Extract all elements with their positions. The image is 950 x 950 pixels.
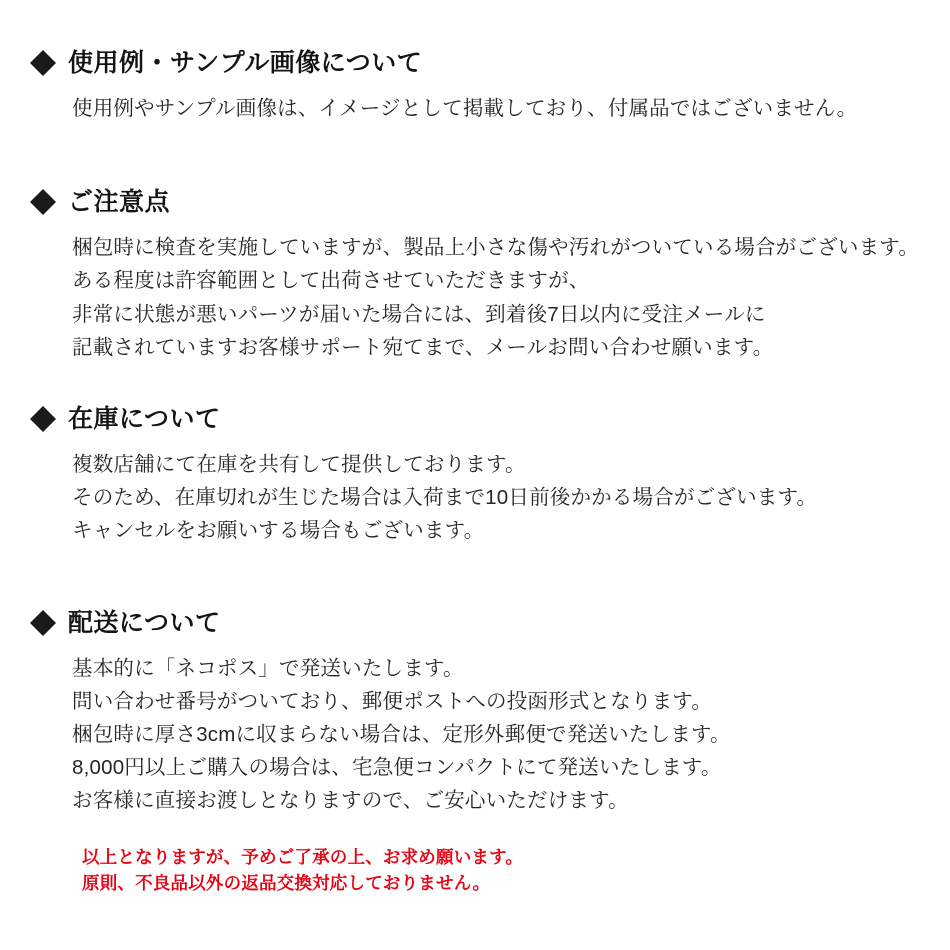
body-line: 基本的に「ネコポス」で発送いたします。 [72,656,464,680]
body-line: 梱包時に検査を実施していますが、製品上小さな傷や汚れがついている場合がございます。 [72,236,920,260]
section-header [30,187,920,217]
section-body [72,92,920,125]
notice-line: 原則、不良品以外の返品交換対応しておりません。 [82,872,491,893]
body-line: 非常に状態が悪いパーツが届いた場合には、到着後7日以内に受注メールに [72,302,766,326]
section-header [30,608,920,638]
section-header [30,404,920,434]
diamond-bullet-icon [30,393,56,419]
section-body [72,231,920,364]
body-line: 8,000円以上ご購入の場合は、宅急便コンパクトにて発送いたします。 [72,756,722,780]
body-line: お客様に直接お渡しとなりますので、ご安心いただけます。 [72,789,629,813]
spacer [30,548,920,608]
spacer [30,364,920,404]
section-title: ご注意点 [68,188,171,217]
body-line: 梱包時に厚さ3cmに収まらない場合は、定形外郵便で発送いたします。 [72,723,731,747]
body-line: 記載されていますお客様サポート宛てまで、メールお問い合わせ願います。 [72,335,774,359]
section-stock [30,404,920,548]
body-line: 複数店舗にて在庫を共有して提供しております。 [72,453,526,477]
diamond-bullet-icon [30,176,56,202]
body-line: 使用例やサンプル画像は、イメージとして掲載しており、付属品ではございません。 [72,97,858,120]
body-line: キャンセルをお願いする場合もございます。 [72,519,485,543]
section-shipping [30,608,920,818]
body-line: そのため、在庫切れが生じた場合は入荷まで10日前後かかる場合がございます。 [72,486,818,510]
section-header [30,48,920,78]
notice-text [82,844,920,897]
body-line: 問い合わせ番号がついており、郵便ポストへの投函形式となります。 [72,689,713,713]
section-body [72,652,920,818]
notice-line: 以上となりますが、予めご了承の上、お求め願います。 [82,846,524,867]
diamond-bullet-icon [30,597,56,623]
section-cautions [30,187,920,364]
section-title: 配送について [68,608,221,637]
body-line: ある程度は許容範囲として出荷させていただきますが、 [72,269,590,293]
spacer [30,125,920,187]
section-samples [30,48,920,125]
section-title: 使用例・サンプル画像について [68,49,423,77]
section-title: 在庫について [68,405,221,434]
diamond-bullet-icon [30,37,56,63]
section-body [72,448,920,548]
